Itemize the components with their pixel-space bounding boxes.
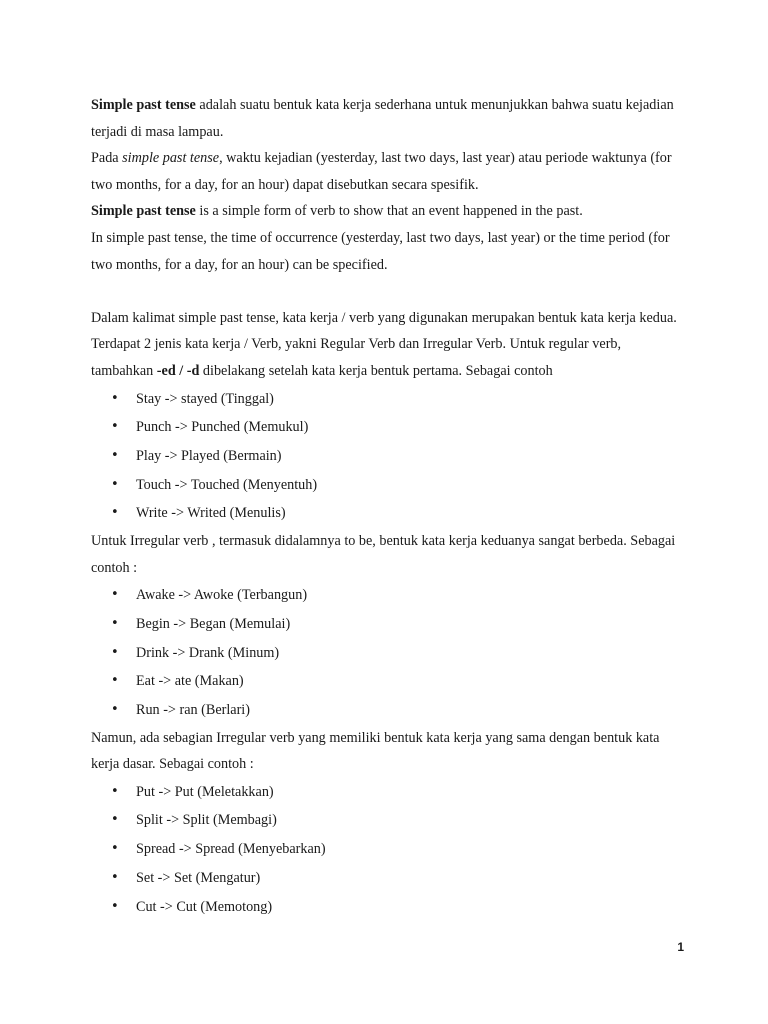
list-item: • Play -> Played (Bermain) [91,442,681,471]
list-item: • Begin -> Began (Memulai) [91,610,681,639]
paragraph-definition-id [91,92,681,145]
list-item: • Awake -> Awoke (Terbangun) [91,581,681,610]
paragraph-same-form-intro: Namun, ada sebagian Irregular verb yang memiliki bentuk kata kerja yang sama dengan bentuk kata kerja dasar. Sebagai contoh : [91,729,660,773]
paragraph-text: adalah suatu bentuk kata kerja sederhana untuk menunjukkan bahwa suatu kejadian terjadi di masa lampau. [91,97,674,140]
term-bold: Simple past tense [91,97,196,113]
paragraph-text: Pada [91,150,123,167]
page-number: 1 [677,940,684,954]
paragraph-text: is a simple form of verb to show that an event happened in the past. [195,203,583,220]
regular-verb-list [91,385,681,528]
paragraph-regular-intro [91,305,681,385]
list-item: • Eat -> ate (Makan) [91,667,681,696]
list-item: • Spread -> Spread (Menyebarkan) [91,835,681,864]
document-body [91,92,681,921]
paragraph-text: Dalam kalimat simple past tense, kata kerja / verb yang digunakan merupakan bentuk kata kerja kedua. Terdapat 2 jenis kata kerja / Verb, yakni Regular Verb dan Irregular Verb. Untuk regular verb, tambahkan [91,309,677,379]
list-item: • Write -> Writed (Menulis) [91,499,681,528]
list-item: • Split -> Split (Membagi) [91,806,681,835]
suffix-bold: -ed / -d [156,362,200,379]
list-item: • Punch -> Punched (Memukul) [91,413,681,442]
list-item: • Stay -> stayed (Tinggal) [91,385,681,414]
term-italic: simple past tense [122,150,220,167]
irregular-verb-list [91,581,681,724]
paragraph-time-id [91,145,681,198]
same-form-verb-list [91,778,681,921]
list-item: • Set -> Set (Mengatur) [91,864,681,893]
list-item: • Cut -> Cut (Memotong) [91,893,681,922]
paragraph-text: , waktu kejadian (yesterday, last two days, last year) atau periode waktunya (for two months, for a day, for an hour) dapat disebutkan secara spesifik. [91,150,672,193]
list-item: • Put -> Put (Meletakkan) [91,778,681,807]
list-item: • Touch -> Touched (Menyentuh) [91,471,681,500]
term-bold: Simple past tense [91,203,196,220]
paragraph-text: dibelakang setelah kata kerja bentuk pertama. Sebagai contoh [199,362,553,379]
paragraph-time-en: In simple past tense, the time of occurrence (yesterday, last two days, last year) or the time period (for two months, for a day, for an hour) can be specified. [91,229,670,273]
list-item: • Run -> ran (Berlari) [91,696,681,725]
paragraph-definition-en [91,198,681,225]
paragraph-irregular-intro: Untuk Irregular verb , termasuk didalamnya to be, bentuk kata kerja keduanya sangat berbeda. Sebagai contoh : [91,532,676,576]
list-item: • Drink -> Drank (Minum) [91,639,681,668]
blank-line [91,278,681,305]
